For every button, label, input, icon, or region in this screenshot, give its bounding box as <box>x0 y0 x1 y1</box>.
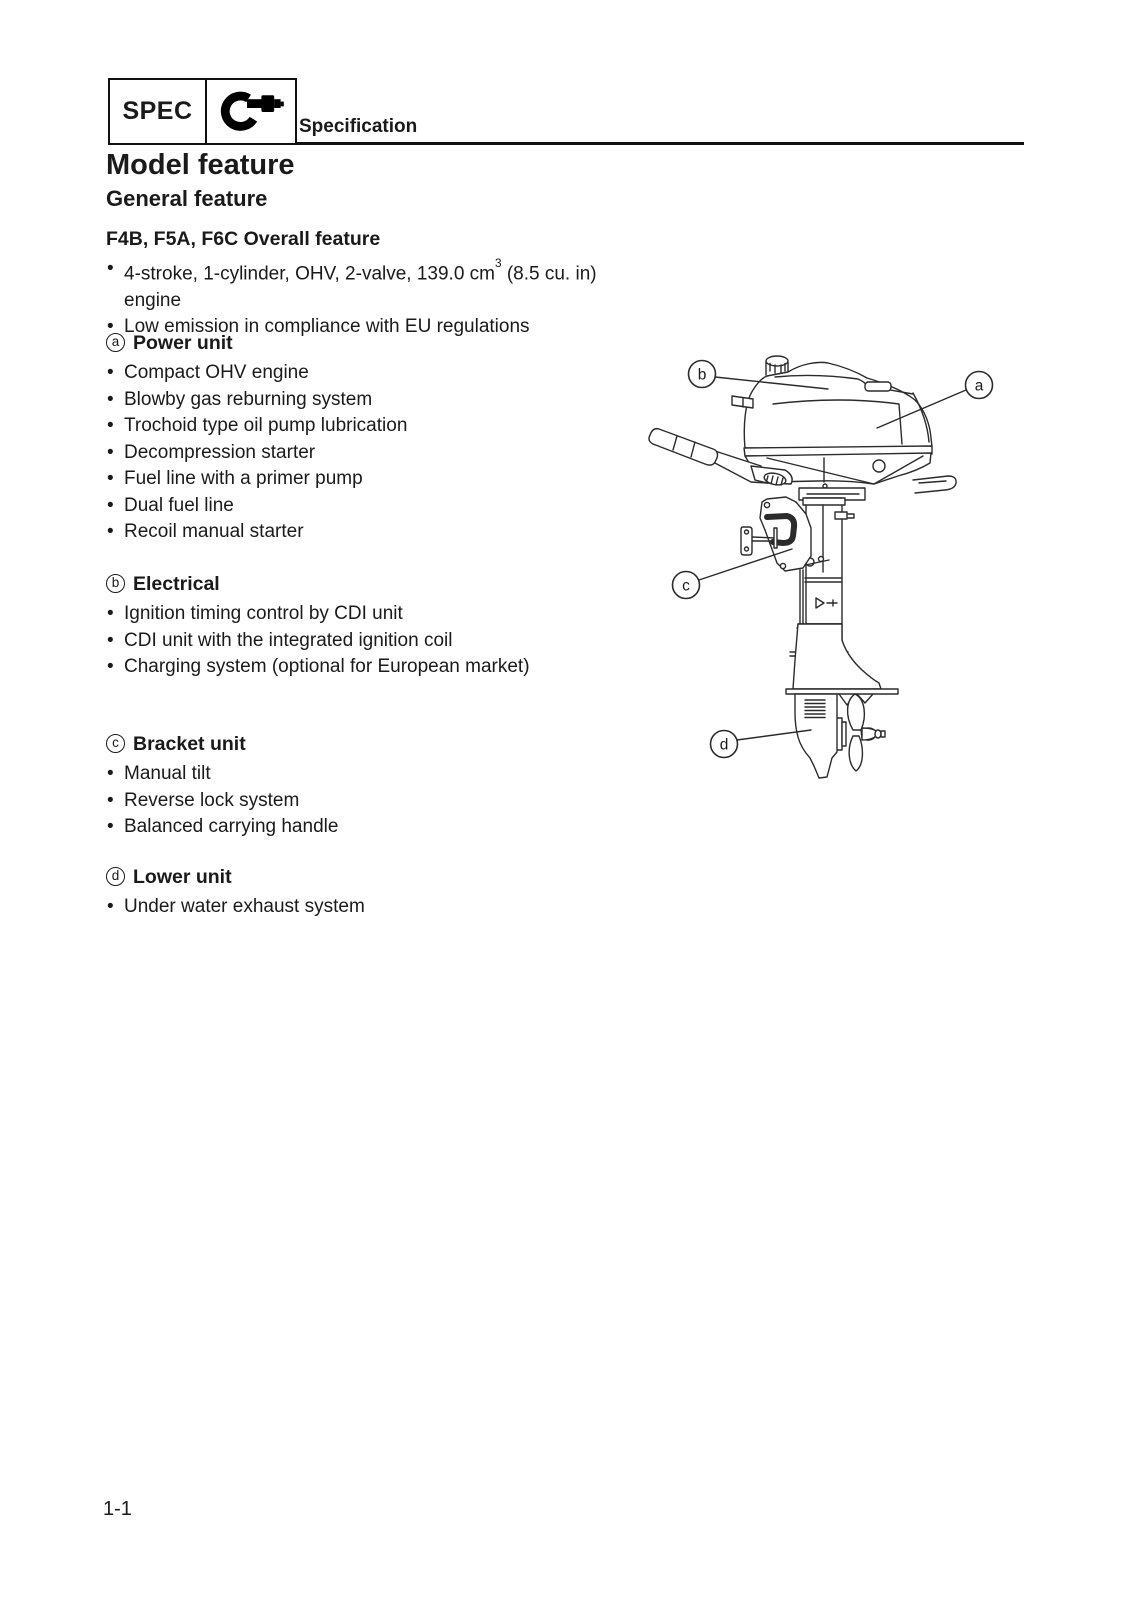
bullet-list <box>106 761 651 841</box>
list-item: • Reverse lock system <box>106 788 651 815</box>
list-item: • Under water exhaust system <box>106 894 651 921</box>
section-heading <box>106 571 651 597</box>
overall-bullet-list <box>106 256 651 341</box>
engine-spec-text: 4-stroke, 1-cylinder, OHV, 2-valve, 139.0 cm <box>124 263 496 285</box>
list-item: • Recoil manual starter <box>106 519 651 546</box>
chapter-label: SPEC <box>110 80 207 143</box>
list-item: • Blowby gas reburning system <box>106 387 651 414</box>
overall-feature-block <box>106 226 651 341</box>
list-item: • Compact OHV engine <box>106 360 651 387</box>
outboard-motor-diagram <box>615 330 1045 790</box>
bullet-list <box>106 894 651 921</box>
bullet-list <box>106 360 651 546</box>
page-title: Model feature <box>106 149 295 181</box>
list-item: • Manual tilt <box>106 761 651 788</box>
section-title: Electrical <box>133 573 220 595</box>
circled-letter-b: b <box>106 574 125 593</box>
upper-casing <box>793 624 881 689</box>
page-number: 1-1 <box>103 1498 132 1520</box>
circled-letter-d: d <box>106 867 125 886</box>
page-subtitle: General feature <box>106 186 268 211</box>
callout-c-label: c <box>682 577 690 595</box>
section-bracket-unit <box>106 731 651 841</box>
header-rule <box>295 142 1024 145</box>
section-title: Lower unit <box>133 866 232 888</box>
section-heading <box>106 330 651 356</box>
circled-letter-c: c <box>106 734 125 753</box>
micrometer-icon <box>207 80 295 143</box>
callout-d-label: d <box>719 736 729 754</box>
list-item <box>106 256 651 314</box>
list-item: • Low emission in compliance with EU regulations <box>106 314 651 341</box>
superscript: 3 <box>495 256 502 270</box>
circled-letter-a: a <box>106 333 125 352</box>
section-power-unit <box>106 330 651 546</box>
overall-heading: F4B, F5A, F6C Overall feature <box>106 228 381 250</box>
callout-a-label: a <box>974 377 984 395</box>
list-item: • Balanced carrying handle <box>106 814 651 841</box>
bullet-list <box>106 601 651 681</box>
list-item: • Charging system (optional for European market) <box>106 654 532 681</box>
section-electrical <box>106 571 651 681</box>
section-heading <box>106 864 651 890</box>
list-item: • CDI unit with the integrated ignition coil <box>106 628 651 655</box>
carrying-handle <box>913 476 956 493</box>
top-cowling <box>744 362 932 448</box>
header-section-title: Specification <box>299 116 418 137</box>
stern-bracket <box>741 497 811 571</box>
chapter-tab <box>108 78 297 145</box>
list-item: • Decompression starter <box>106 440 651 467</box>
list-item: • Trochoid type oil pump lubrication <box>106 413 651 440</box>
section-title: Power unit <box>133 332 233 354</box>
list-item: • Dual fuel line <box>106 493 651 520</box>
gear-case <box>795 694 837 778</box>
section-lower-unit <box>106 864 651 921</box>
section-title: Bracket unit <box>133 733 246 755</box>
list-item: • Fuel line with a primer pump <box>106 466 651 493</box>
callout-b-label: b <box>697 366 707 384</box>
list-item: • Ignition timing control by CDI unit <box>106 601 651 628</box>
propeller <box>836 694 885 771</box>
section-heading <box>106 731 651 757</box>
engine-spec-text-tail: (8.5 cu. in) engine <box>124 263 597 311</box>
